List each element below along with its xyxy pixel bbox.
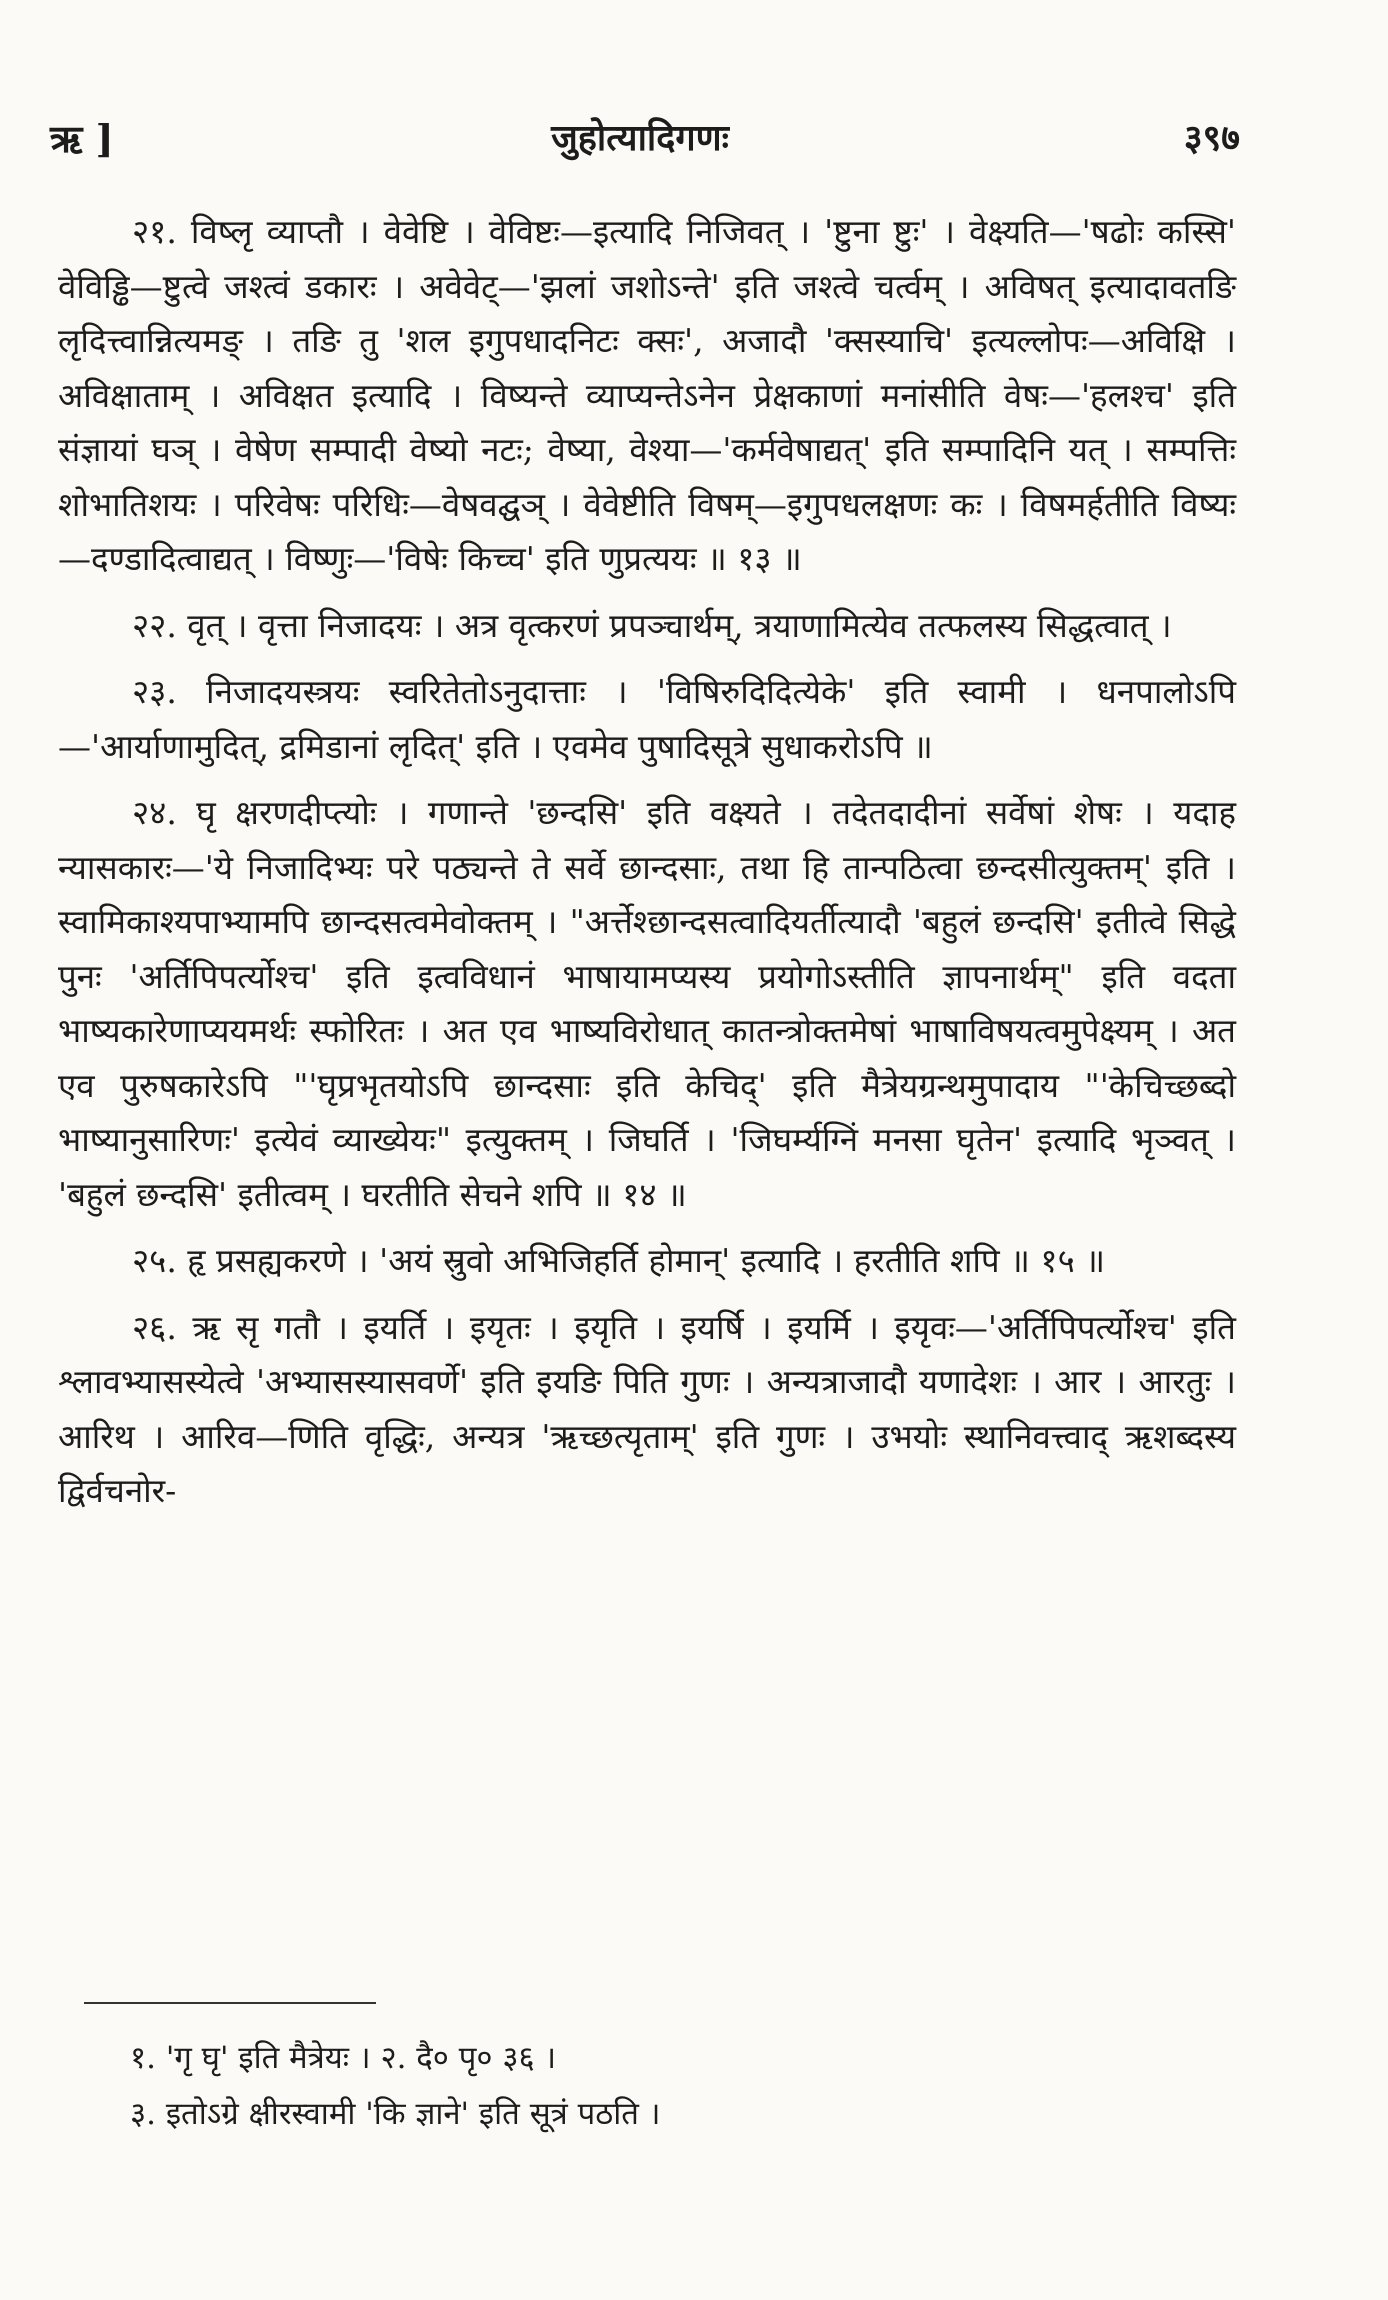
page-number: ३९७ — [1183, 117, 1240, 159]
paragraph: २३. निजादयस्त्रयः स्वरितेतोऽनुदात्ताः । 'विषिरुदिदित्येके' इति स्वामी । धनपालोऽपि—'आर्याणामुदित्, द्रमिडानां लृदित्' इति । एवमेव पुषादिसूत्रे सुधाकरोऽपि ॥ — [58, 672, 1236, 766]
main-text — [58, 205, 1236, 1531]
footnotes — [130, 2030, 1190, 2142]
footnote-divider — [84, 2002, 376, 2004]
paragraph: २४. घृ क्षरणदीप्त्योः । गणान्ते 'छन्दसि' इति वक्ष्यते । तदेतदादीनां सर्वेषां शेषः । यदाह न्यासकारः—'ये निजादिभ्यः परे पठ्यन्ते ते सर्वे छान्दसाः, तथा हि तान्पठित्वा छन्दसीत्युक्तम्' इति । स्वामिकाश्यपाभ्यामपि छान्दसत्वमेवोक्तम् । "अर्त्तेश्छान्दसत्वादियर्तीत्यादौ 'बहुलं छन्दसि' इतीत्वे सिद्धे पुनः 'अर्तिपिपर्त्योश्च' इति इत्वविधानं भाषायामप्यस्य प्रयोगोऽस्तीति ज्ञापनार्थम्" इति वदता भाष्यकारेणाप्ययमर्थः स्फोरितः । अत एव भाष्यविरोधात् कातन्त्रोक्तमेषां भाषाविषयत्वमुपेक्ष्यम् । अत एव पुरुषकारेऽपि "'घृप्रभृतयोऽपि छान्दसाः इति केचिद्' इति मैत्रेयग्रन्थमुपादाय "'केचिच्छब्दो भाष्यानुसारिणः' इत्येवं व्याख्येयः" इत्युक्तम् । जिघर्ति । 'जिघर्म्यग्निं मनसा घृतेन' इत्यादि भृञ्वत् । 'बहुलं छन्दसि' इतीत्वम् । घरतीति सेचने शपि ॥ १४ ॥ — [58, 793, 1236, 1214]
paragraph: २१. विष्लृ व्याप्तौ । वेवेष्टि । वेविष्टः—इत्यादि निजिवत् । 'ष्टुना ष्टुः' । वेक्ष्यति—'षढोः कस्सि' वेविड्ढि—ष्टुत्वे जश्त्वं डकारः । अवेवेट्—'झलां जशोऽन्ते' इति जश्त्वे चर्त्वम् । अविषत् इत्यादावतङि लृदित्त्वान्नित्यमङ् । तङि तु 'शल इगुपधादनिटः क्सः', अजादौ 'क्सस्याचि' इत्यल्लोपः—अविक्षि । अविक्षाताम् । अविक्षत इत्यादि । विष्यन्ते व्याप्यन्तेऽनेन प्रेक्षकाणां मनांसीति वेषः—'हलश्च' इति संज्ञायां घञ् । वेषेण सम्पादी वेष्यो नटः; वेष्या, वेश्या—'कर्मवेषाद्यत्' इति सम्पादिनि यत् । सम्पत्तिः शोभातिशयः । परिवेषः परिधिः—वेषवद्घञ् । वेवेष्टीति विषम्—इगुपधलक्षणः कः । विषमर्हतीति विष्यः—दण्डादित्वाद्यत् । विष्णुः—'विषेः किच्च' इति णुप्रत्ययः ॥ १३ ॥ — [58, 212, 1236, 578]
paragraph: २२. वृत् । वृत्ता निजादयः । अत्र वृत्करणं प्रपञ्चार्थम्, त्रयाणामित्येव तत्फलस्य सिद्धत्वात् । — [132, 605, 1172, 645]
footnote: १. 'गृ घृ' इति मैत्रेयः । २. दै० पृ० ३६ । — [130, 2040, 557, 2076]
page-title: जुहोत्यादिगणः — [551, 117, 729, 159]
footnote: ३. इतोऽग्रे क्षीरस्वामी 'कि ज्ञाने' इति सूत्रं पठति । — [130, 2096, 661, 2132]
paragraph: २६. ऋ सृ गतौ । इयर्ति । इयृतः । इयृति । इयर्षि । इयर्मि । इयृवः—'अर्तिपिपर्त्योश्च' इति श्लावभ्यासस्येत्वे 'अभ्यासस्यासवर्णे' इति इयङि पिति गुणः । अन्यत्राजादौ यणादेशः । आर । आरतुः । आरिथ । आरिव—णिति वृद्धिः, अन्यत्र 'ऋच्छत्यृताम्' इति गुणः । उभयोः स्थानिवत्त्वाद् ऋशब्दस्य द्विर्वचनोर- — [58, 1307, 1236, 1510]
paragraph: २५. हृ प्रसह्यकरणे । 'अयं स्रुवो अभिजिहर्ति होमान्' इत्यादि । हरतीति शपि ॥ १५ ॥ — [132, 1241, 1106, 1280]
running-head — [50, 112, 1240, 162]
section-marker: ऋ ] — [50, 116, 114, 161]
